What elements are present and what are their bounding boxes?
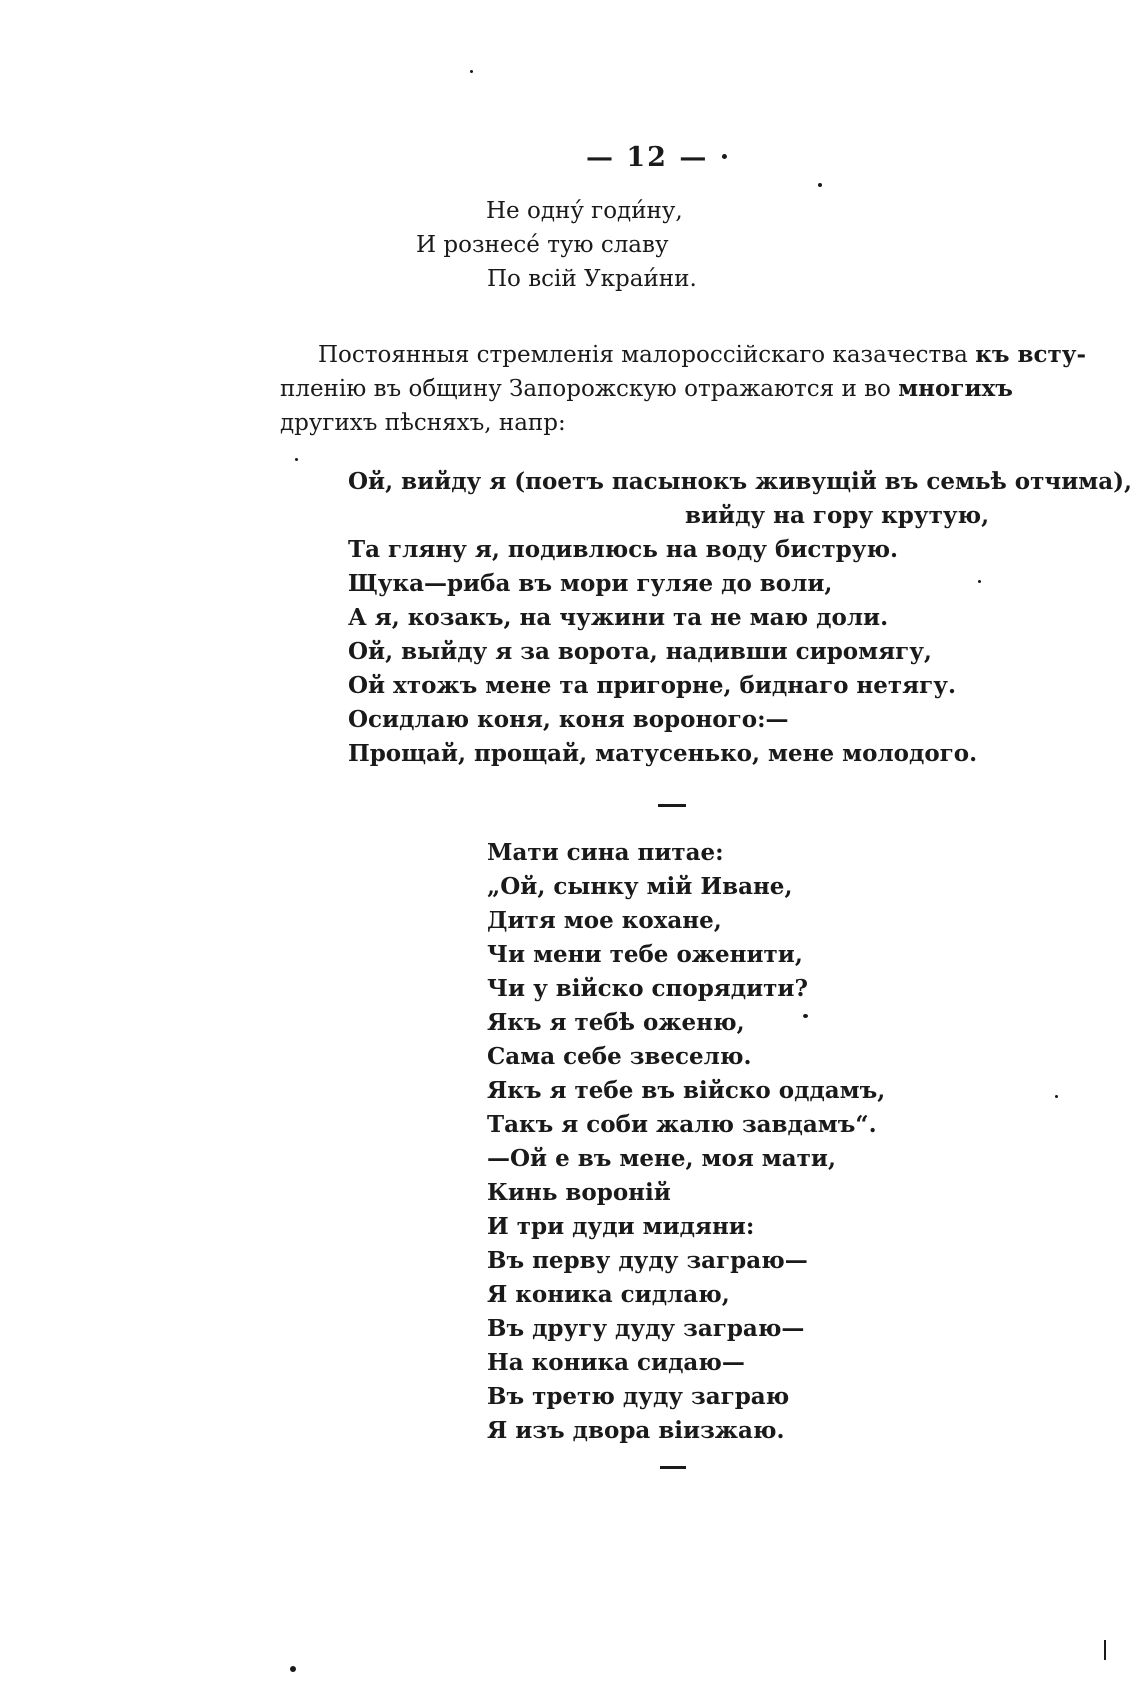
song-two-line: Въ другу дуду заграю— xyxy=(487,1315,805,1342)
song-one-line: Прощай, прощай, матусенько, мене молодого. xyxy=(348,740,978,767)
section-divider xyxy=(660,1466,686,1469)
paragraph-text: Постоянныя стремленія малороссійскаго казачества xyxy=(318,342,976,368)
song-two-line: Я коника сидлаю, xyxy=(487,1281,730,1308)
scan-speck xyxy=(290,1666,296,1672)
song-two-line: Якъ я тебе въ війско оддамъ, xyxy=(487,1077,886,1104)
paragraph-bold-text: многихъ xyxy=(898,375,1013,402)
stanza-line: И рознесе́ тую славу xyxy=(416,232,669,258)
song-two-line: И три дуди мидяни: xyxy=(487,1213,755,1240)
song-two-line: Я изъ двора віизжаю. xyxy=(487,1417,785,1444)
song-two-line: Чи мени тебе оженити, xyxy=(487,941,803,968)
song-one-line: Осидлаю коня, коня вороного:— xyxy=(348,706,789,733)
song-two-line: Дитя мое кохане, xyxy=(487,907,722,934)
song-one-line: Ой, выйду я за ворота, надивши сиромягу, xyxy=(348,638,932,665)
paragraph-bold-text: къ всту- xyxy=(975,341,1086,368)
song-two-line: Кинь вороній xyxy=(487,1179,671,1206)
scan-speck xyxy=(803,1014,808,1018)
page-number: — 12 — · xyxy=(586,142,732,173)
song-two-line: Такъ я соби жалю завдамъ“. xyxy=(487,1111,877,1138)
song-one-line: Щука—риба въ мори гуляе до воли, xyxy=(348,570,833,597)
paragraph-line xyxy=(280,374,1013,404)
song-two-line: На коника сидаю— xyxy=(487,1349,745,1376)
scan-speck xyxy=(470,70,473,73)
song-two-line: „Ой, сынку мій Иване, xyxy=(487,873,793,900)
song-two-line: Въ третю дуду заграю xyxy=(487,1383,790,1410)
stanza-line: Не одну́ годи́ну, xyxy=(486,198,683,224)
paragraph-text: пленію въ общину Запорожскую отражаются и во xyxy=(280,376,899,402)
song-two-line: Якъ я тебѣ оженю, xyxy=(487,1009,745,1036)
song-one-line: вийду на гору крутую, xyxy=(685,502,990,529)
song-one-line: Ой, вийду я (поетъ пасынокъ живущій въ семьѣ отчима), xyxy=(348,468,1133,495)
scan-speck xyxy=(1104,1640,1106,1660)
scan-speck xyxy=(1055,1095,1058,1098)
song-one-line: А я, козакъ, на чужини та не маю доли. xyxy=(348,604,889,631)
song-two-line: Мати сина питае: xyxy=(487,839,724,866)
song-two-line: —Ой е въ мене, моя мати, xyxy=(487,1145,836,1172)
song-one-line: Ой хтожъ мене та пригорне, биднаго нетягу. xyxy=(348,672,956,699)
song-two-line: Чи у війско спорядити? xyxy=(487,975,808,1002)
stanza-line: По всій Украи́ни. xyxy=(487,266,697,292)
scan-speck xyxy=(295,458,298,461)
scan-speck xyxy=(978,580,981,583)
section-divider xyxy=(658,804,686,807)
song-one-line: Та гляну я, подивлюсь на воду биструю. xyxy=(348,536,899,563)
song-two-line: Сама себе звеселю. xyxy=(487,1043,752,1070)
scan-speck xyxy=(818,183,822,187)
paragraph-line xyxy=(318,340,1086,370)
paragraph-line: другихъ пѣсняхъ, напр: xyxy=(280,410,566,436)
song-two-line: Въ перву дуду заграю— xyxy=(487,1247,808,1274)
